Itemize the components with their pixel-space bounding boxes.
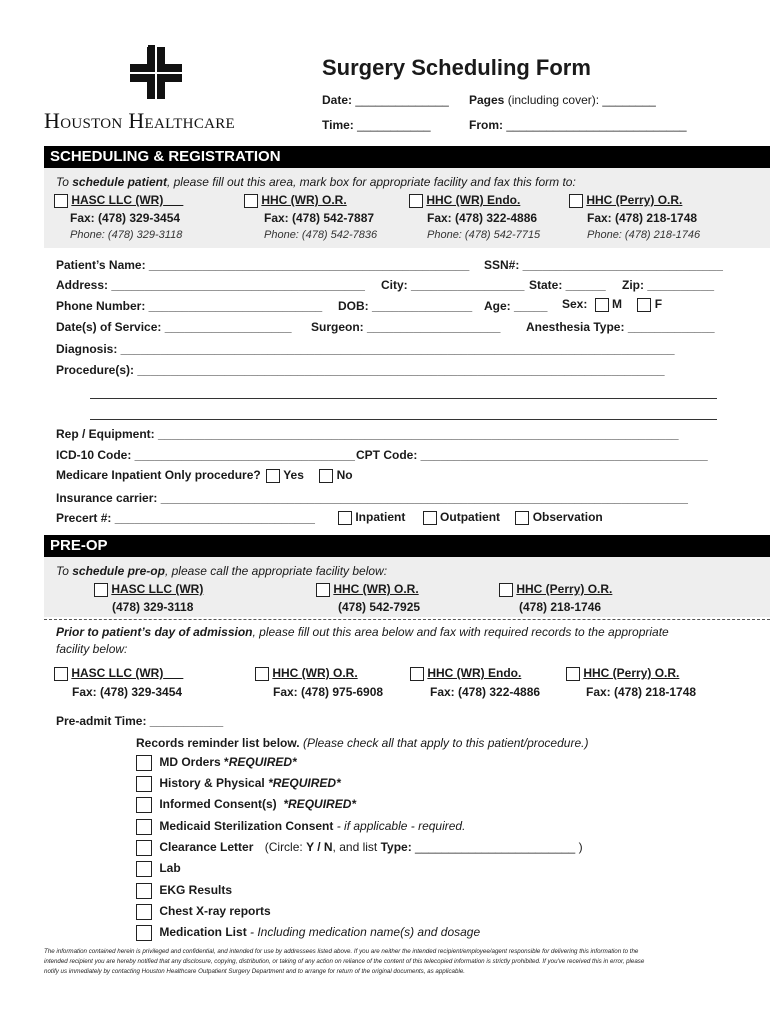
address-label: Address:	[56, 278, 109, 292]
preadmit-label: Pre-admit Time:	[56, 714, 147, 728]
record-note: - if applicable - required.	[333, 819, 466, 834]
fax-facility-fax: Fax: (478) 975-6908	[273, 684, 384, 699]
record-label: History & Physical	[159, 776, 269, 791]
facility-name: HHC (WR) O.R.	[261, 193, 347, 207]
sex-field	[562, 297, 662, 312]
scheduling-intro-post: , please fill out this area, mark box for appropriate facility and fax this form to:	[166, 175, 576, 189]
time-blank: ___________	[357, 118, 431, 132]
cpt-field[interactable]: CPT Code: ___________________________________________	[356, 448, 708, 462]
ssn-label: SSN#:	[484, 258, 520, 272]
record-medication-list[interactable]	[136, 925, 480, 941]
dos-field[interactable]: Date(s) of Service: ___________________	[56, 320, 292, 334]
record-label: MD Orders *	[159, 755, 229, 770]
company-name: Houston Healthcare	[44, 108, 236, 133]
state-label: State:	[529, 278, 563, 292]
icd-field[interactable]: ICD-10 Code: _________________________________	[56, 448, 355, 462]
record-note: *REQUIRED*	[268, 776, 341, 791]
clearance-type-label: Type:	[380, 840, 412, 855]
medicare-yes-checkbox[interactable]	[266, 469, 280, 483]
fax-facility-hhc-wr-or[interactable]	[255, 666, 383, 699]
preop-divider	[44, 619, 770, 620]
insurance-field[interactable]: Insurance carrier: _______________________________________________________________________________	[56, 491, 688, 505]
prior-bold: Prior to patient’s day of admission	[56, 625, 253, 639]
record-md-orders[interactable]	[136, 755, 297, 771]
state-field[interactable]: State: ______	[529, 278, 606, 292]
preop-facility-checkbox[interactable]	[94, 583, 108, 597]
date-label: Date:	[322, 93, 353, 107]
diagnosis-field[interactable]: Diagnosis: ___________________________________________________________________________________	[56, 342, 675, 356]
facility-hasc[interactable]	[54, 193, 183, 241]
record-checkbox[interactable]	[136, 861, 152, 877]
facility-fax: Fax: (478) 322-4886	[427, 210, 538, 225]
sex-f-checkbox[interactable]	[637, 298, 651, 312]
fax-facility-fax: Fax: (478) 322-4886	[430, 684, 541, 699]
record-note: *REQUIRED*	[280, 797, 357, 812]
record-label: Chest X-ray reports	[159, 904, 271, 919]
fax-facility-checkbox[interactable]	[566, 667, 580, 681]
facility-hhc-wr-or[interactable]	[244, 193, 377, 241]
procedures-line-3[interactable]	[90, 419, 717, 420]
preop-intro-bold: schedule pre-op	[72, 564, 165, 578]
preop-intro	[56, 564, 387, 578]
record-history-physical[interactable]	[136, 776, 341, 792]
record-label: Informed Consent(s)	[159, 797, 281, 812]
phone-field[interactable]: Phone Number: __________________________	[56, 299, 323, 313]
icd-label: ICD-10 Code:	[56, 448, 132, 462]
clearance-rest: , and list	[332, 840, 381, 855]
observation-label: Observation	[532, 510, 603, 524]
facility-name: HHC (WR) Endo.	[426, 193, 521, 207]
record-checkbox[interactable]	[136, 925, 152, 941]
pages-blank: ________	[602, 93, 656, 107]
preop-facility-name: HHC (WR) O.R.	[333, 582, 419, 596]
scheduling-intro-pre: To	[56, 175, 73, 189]
record-checkbox[interactable]	[136, 840, 152, 856]
preop-facility-name: HHC (Perry) O.R.	[516, 582, 613, 596]
diagnosis-label: Diagnosis:	[56, 342, 118, 356]
form-title: Surgery Scheduling Form	[322, 55, 591, 80]
zip-label: Zip:	[622, 278, 644, 292]
facility-checkbox[interactable]	[409, 194, 423, 208]
facility-name: HHC (Perry) O.R.	[586, 193, 683, 207]
record-checkbox[interactable]	[136, 797, 152, 813]
cross-logo-icon	[128, 45, 186, 103]
preop-facility-name: HASC LLC (WR)	[111, 582, 204, 596]
from-field[interactable]	[469, 118, 687, 132]
record-checkbox[interactable]	[136, 819, 152, 835]
procedures-field[interactable]: Procedure(s): _______________________________________________________________________________	[56, 363, 665, 377]
patient-name-field[interactable]: Patient’s Name: ________________________________________________	[56, 258, 470, 272]
clearance-circle-text: (Circle:	[264, 840, 307, 855]
facility-phone: Phone: (478) 329-3118	[70, 228, 183, 241]
sex-m-checkbox[interactable]	[595, 298, 609, 312]
age-label: Age:	[484, 299, 511, 313]
fax-facility-name: HHC (Perry) O.R.	[583, 666, 680, 680]
facility-phone: Phone: (478) 542-7836	[264, 228, 378, 241]
fax-facility-checkbox[interactable]	[410, 667, 424, 681]
dos-label: Date(s) of Service:	[56, 320, 162, 334]
insurance-label: Insurance carrier:	[56, 491, 158, 505]
date-blank: ______________	[355, 93, 449, 107]
facility-phone: Phone: (478) 542-7715	[427, 228, 541, 241]
sex-label: Sex:	[562, 297, 588, 311]
address-field[interactable]: Address: ______________________________________	[56, 278, 365, 292]
facility-checkbox[interactable]	[569, 194, 583, 208]
record-label: Medicaid Sterilization Consent	[159, 819, 334, 834]
facility-checkbox[interactable]	[54, 194, 68, 208]
date-field[interactable]	[322, 93, 449, 107]
records-heading-note: (Please check all that apply to this patient/procedure.)	[302, 736, 589, 750]
fax-facility-checkbox[interactable]	[54, 667, 68, 681]
medicare-field	[56, 468, 353, 483]
record-clearance-letter[interactable]	[136, 840, 583, 856]
preop-facility-phone: (478) 542-7925	[338, 599, 421, 614]
zip-field[interactable]: Zip: __________	[622, 278, 715, 292]
records-heading-bold: Records reminder list below.	[136, 736, 300, 750]
record-checkbox[interactable]	[136, 755, 152, 771]
record-ekg[interactable]	[136, 883, 232, 899]
pages-field[interactable]	[469, 93, 656, 107]
record-checkbox[interactable]	[136, 904, 152, 920]
clearance-type-blank[interactable]: ________________________	[415, 840, 576, 855]
preop-section-title: PRE-OP	[50, 537, 108, 554]
facility-phone: Phone: (478) 218-1746	[587, 228, 701, 241]
patient-name-label: Patient’s Name:	[56, 258, 146, 272]
dob-field[interactable]: DOB: _______________	[338, 299, 473, 313]
ssn-field[interactable]: SSN#: ______________________________	[484, 258, 723, 272]
inpatient-label: Inpatient	[355, 510, 406, 524]
phone-label: Phone Number:	[56, 299, 146, 313]
record-checkbox[interactable]	[136, 776, 152, 792]
from-blank: ___________________________	[506, 118, 687, 132]
record-chest-xray[interactable]	[136, 904, 271, 920]
observation-checkbox[interactable]	[515, 511, 529, 525]
disclaimer-line-1: The information contained herein is privileged and confidential, and intended for use by addressees listed above. If you are neither the intended recipient/employee/agent responsible for delivering this information to the	[44, 948, 639, 955]
prior-admission-note-2: facility below:	[56, 642, 128, 656]
outpatient-label: Outpatient	[440, 510, 501, 524]
clearance-yn[interactable]: Y / N	[306, 840, 333, 855]
preop-facility-checkbox[interactable]	[499, 583, 513, 597]
medicare-no-label: No	[336, 468, 353, 482]
scheduling-intro	[56, 175, 576, 189]
sex-f-label: F	[654, 297, 663, 311]
anesthesia-label: Anesthesia Type:	[526, 320, 625, 334]
record-lab[interactable]	[136, 861, 181, 877]
inpatient-checkbox[interactable]	[338, 511, 352, 525]
preop-facility-hhc-perry-or[interactable]	[499, 582, 612, 614]
pages-note: (including cover):	[507, 93, 600, 107]
fax-facility-hhc-perry-or[interactable]	[566, 666, 696, 699]
record-informed-consent[interactable]	[136, 797, 356, 813]
facility-fax: Fax: (478) 218-1748	[587, 210, 698, 225]
from-label: From:	[469, 118, 503, 132]
record-medicaid-sterilization[interactable]	[136, 819, 465, 835]
fax-facility-hhc-wr-endo[interactable]	[410, 666, 540, 699]
facility-fax: Fax: (478) 329-3454	[70, 210, 181, 225]
surgeon-field[interactable]: Surgeon: ____________________	[311, 320, 501, 334]
outpatient-checkbox[interactable]	[423, 511, 437, 525]
surgeon-label: Surgeon:	[311, 320, 364, 334]
fax-facility-checkbox[interactable]	[255, 667, 269, 681]
facility-hhc-perry-or[interactable]	[569, 193, 700, 241]
fax-facility-name: HHC (WR) O.R.	[272, 666, 358, 680]
time-field[interactable]	[322, 118, 431, 132]
facility-hhc-wr-endo[interactable]	[409, 193, 540, 241]
fax-facility-name: HASC LLC (WR)	[71, 666, 164, 680]
pages-label: Pages	[469, 93, 505, 107]
city-label: City:	[381, 278, 408, 292]
fax-facility-name: HHC (WR) Endo.	[427, 666, 522, 680]
record-label: Lab	[159, 861, 181, 876]
prior-admission-note	[56, 625, 669, 639]
city-field[interactable]: City: _________________	[381, 278, 525, 292]
records-heading	[136, 736, 588, 750]
scheduling-section-title: SCHEDULING & REGISTRATION	[50, 148, 281, 165]
record-checkbox[interactable]	[136, 883, 152, 899]
medicare-label: Medicare Inpatient Only procedure?	[56, 468, 261, 482]
fax-facility-fax: Fax: (478) 218-1748	[586, 684, 697, 699]
disclaimer-line-2: intended recipient you are hereby notified that any disclosure, copying, distribution, or taking of any action on reliance of the content of this telecopied information is strictly prohibited. If you've received this in error, please	[44, 958, 645, 965]
fax-facility-fax: Fax: (478) 329-3454	[72, 684, 183, 699]
time-label: Time:	[322, 118, 354, 132]
fax-facility-hasc[interactable]	[54, 666, 183, 699]
admission-type	[338, 510, 603, 525]
preop-facility-phone: (478) 218-1746	[519, 599, 602, 614]
preop-intro-pre: To	[56, 564, 73, 578]
precert-label: Precert #:	[56, 511, 112, 525]
facility-name: HASC LLC (WR)	[71, 193, 164, 207]
preadmit-field[interactable]: Pre-admit Time: ___________	[56, 714, 224, 728]
scheduling-section-header	[44, 146, 770, 168]
preop-section-header	[44, 535, 770, 557]
medicare-yes-label: Yes	[283, 468, 304, 482]
age-field[interactable]: Age: _____	[484, 299, 548, 313]
cpt-label: CPT Code:	[356, 448, 418, 462]
scheduling-intro-bold: schedule patient	[72, 175, 167, 189]
clearance-close: )	[578, 840, 583, 855]
facility-checkbox[interactable]	[244, 194, 258, 208]
preop-facility-hasc[interactable]	[94, 582, 203, 614]
rep-label: Rep / Equipment:	[56, 427, 155, 441]
medicare-no-checkbox[interactable]	[319, 469, 333, 483]
prior-rest: , please fill out this area below and fax with required records to the appropriate	[252, 625, 669, 639]
record-label: EKG Results	[159, 883, 233, 898]
sex-m-label: M	[612, 297, 623, 311]
record-label: Clearance Letter	[159, 840, 254, 855]
rep-field[interactable]: Rep / Equipment: ______________________________________________________________________________	[56, 427, 679, 441]
preop-facility-phone: (478) 329-3118	[112, 599, 194, 614]
preop-facility-checkbox[interactable]	[316, 583, 330, 597]
dob-label: DOB:	[338, 299, 369, 313]
record-note: - Including medication name(s) and dosage	[246, 925, 481, 940]
procedures-line-2[interactable]	[90, 398, 717, 399]
preop-intro-post: , please call the appropriate facility below:	[164, 564, 388, 578]
precert-field[interactable]: Precert #: ______________________________	[56, 511, 315, 525]
facility-fax: Fax: (478) 542-7887	[264, 210, 375, 225]
record-label: Medication List	[159, 925, 247, 940]
record-note: REQUIRED*	[228, 755, 297, 770]
procedures-label: Procedure(s):	[56, 363, 135, 377]
preop-facility-hhc-wr-or[interactable]	[316, 582, 420, 614]
anesthesia-field[interactable]: Anesthesia Type: _____________	[526, 320, 715, 334]
disclaimer-line-3: notify us immediately by contacting Houston Healthcare Outpatient Surgery Department and to arrange for return of the original documents, as applicable.	[44, 968, 465, 975]
